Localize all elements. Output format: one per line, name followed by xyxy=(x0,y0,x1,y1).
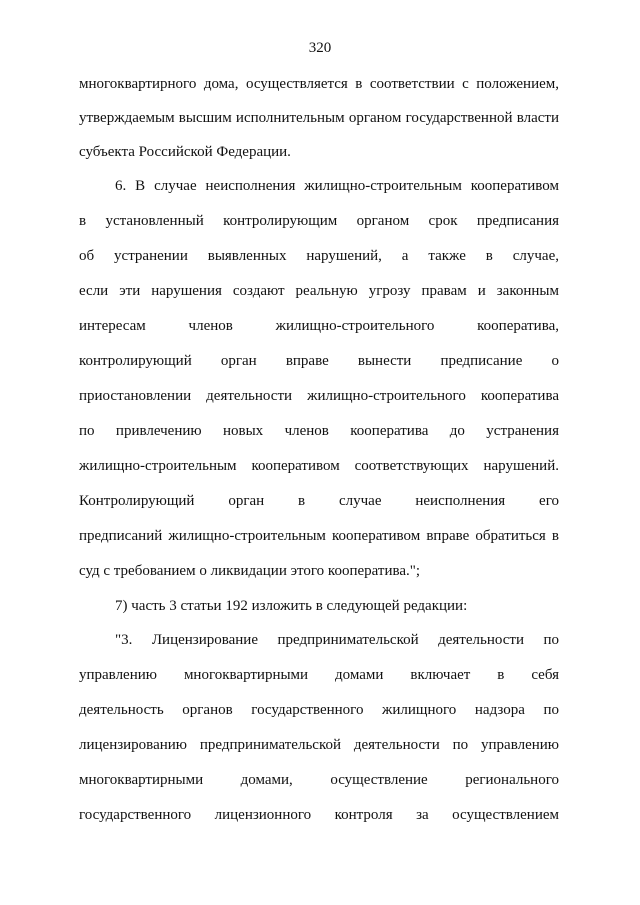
text-line: 7) часть 3 статьи 192 изложить в следующей редакции: xyxy=(115,598,468,614)
text-line: 6. В случае неисполнения жилищно-строительным кооперативом xyxy=(115,178,559,194)
text-line: интересам членов жилищно-строительного кооператива, xyxy=(79,318,559,334)
text-line: в установленный контролирующим органом срок предписания xyxy=(79,213,559,229)
text-line: если эти нарушения создают реальную угрозу правам и законным xyxy=(79,283,559,299)
text-line: утверждаемым высшим исполнительным органом государственной власти xyxy=(79,110,559,126)
text-line: Контролирующий орган в случае неисполнения его xyxy=(79,493,559,509)
text-line: суд с требованием о ликвидации этого кооператива."; xyxy=(79,563,421,579)
text-line: субъекта Российской Федерации. xyxy=(79,144,291,160)
text-line: многоквартирными домами, осуществление регионального xyxy=(79,772,559,788)
text-line: государственного лицензионного контроля за осуществлением xyxy=(79,807,559,823)
text-line: предписаний жилищно-строительным кооперативом вправе обратиться в xyxy=(79,528,559,544)
text-line: лицензированию предпринимательской деятельности по управлению xyxy=(79,737,559,753)
text-line: управлению многоквартирными домами включает в себя xyxy=(79,667,559,683)
text-line: по привлечению новых членов кооператива до устранения xyxy=(79,423,559,439)
text-line: "3. Лицензирование предпринимательской деятельности по xyxy=(115,632,559,648)
text-line: контролирующий орган вправе вынести предписание о xyxy=(79,353,559,369)
text-line: об устранении выявленных нарушений, а также в случае, xyxy=(79,248,559,264)
text-line: деятельность органов государственного жилищного надзора по xyxy=(79,702,559,718)
text-line: многоквартирного дома, осуществляется в соответствии с положением, xyxy=(79,76,559,92)
text-line: жилищно-строительным кооперативом соответствующих нарушений. xyxy=(79,458,559,474)
text-line: приостановлении деятельности жилищно-строительного кооператива xyxy=(79,388,559,404)
page-number: 320 xyxy=(308,40,332,56)
